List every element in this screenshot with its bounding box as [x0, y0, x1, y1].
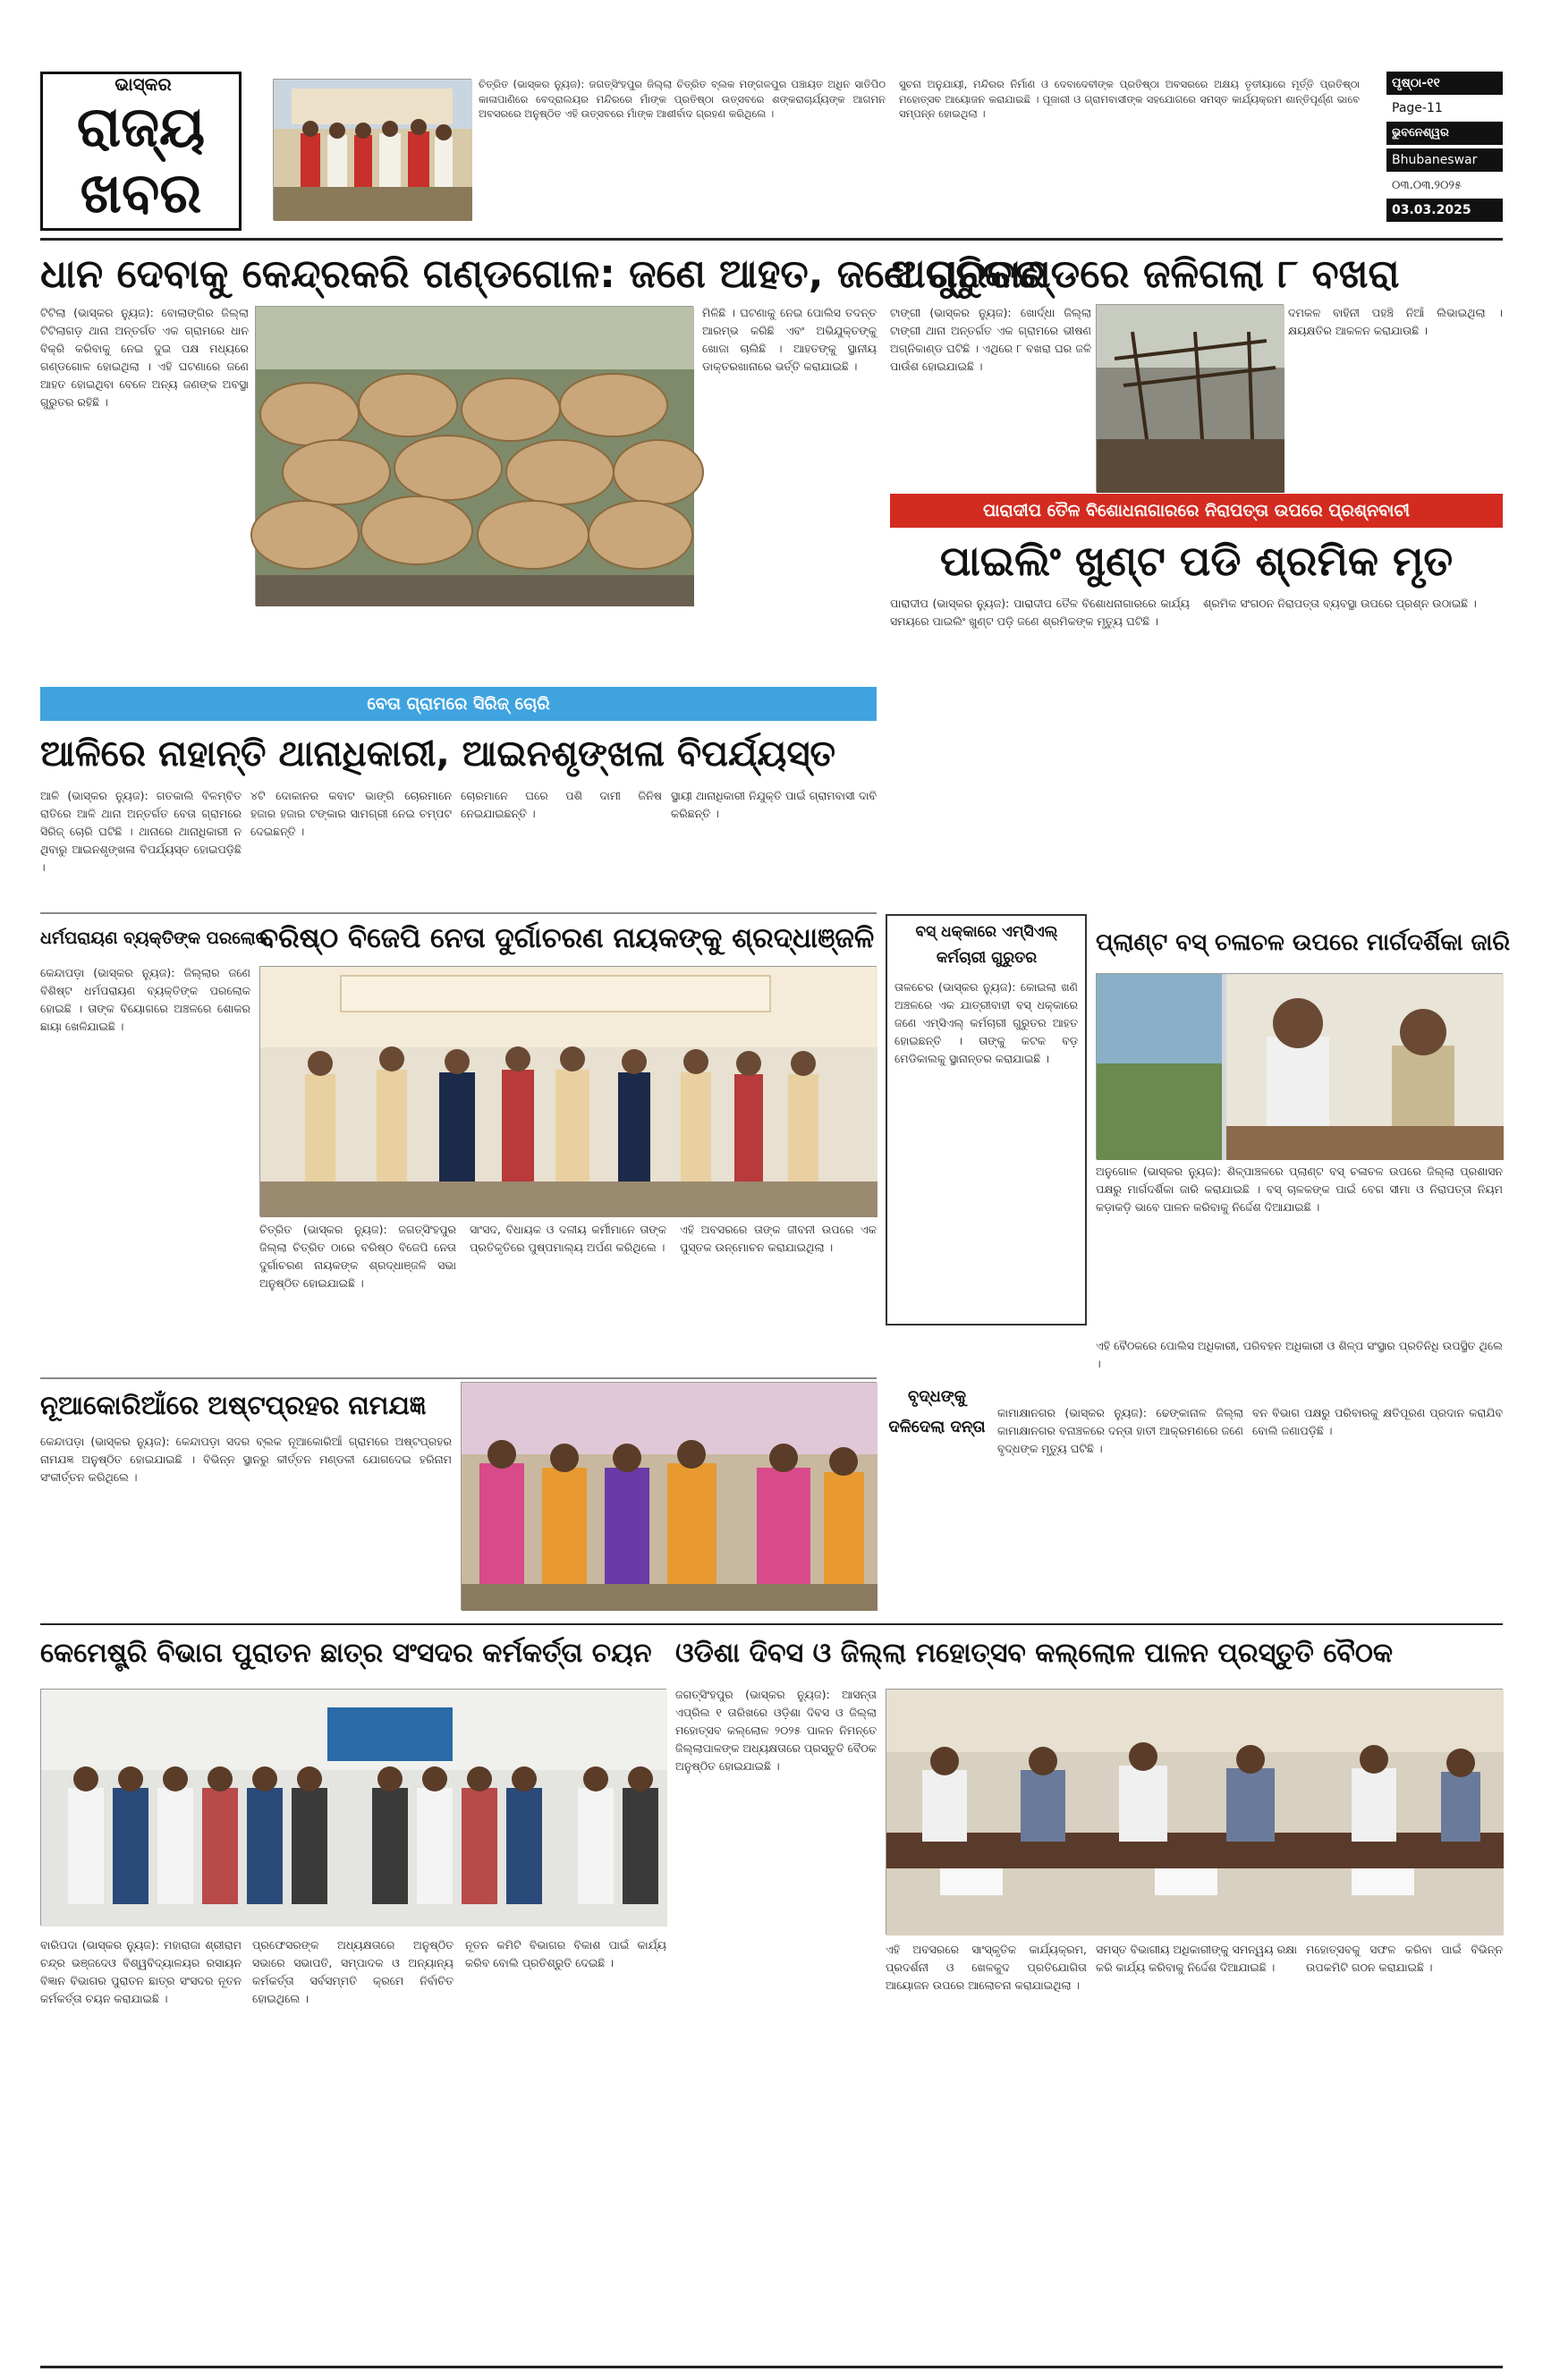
story4-col3: ଚୋରମାନେ ଘରେ ପଶି ଦାମୀ ଜିନିଷ ନେଇଯାଇଛନ୍ତି । — [461, 789, 662, 820]
story9-col1: କେନ୍ଦାପଡ଼ା (ଭାସ୍କର ନ୍ୟୁଜ): କେନ୍ଦାପଡ଼ା ସଦର ବ୍ଲକ ନୂଆକୋରିଆଁ ଗ୍ରାମରେ ଅଷ୍ଟପ୍ରହର ନାମଯଜ୍ଞ ଅନୁଷ୍ଠିତ ହୋଇଯାଇଛି । ବିଭିନ୍ନ ସ୍ଥାନରୁ କୀର୍ତ୍ତନ ମଣ୍ଡଳୀ ଯୋଗଦେଇ ହରିନାମ ସଂକୀର୍ତ୍ତନ କରିଥିଲେ । — [40, 1435, 452, 1484]
burnt-house-image — [1097, 305, 1284, 493]
story6-col2: ସାଂସଦ, ବିଧାୟକ ଓ ଦଳୀୟ କର୍ମୀମାନେ ତାଙ୍କ ପ୍ରତିକୃତିରେ ପୁଷ୍ପମାଲ୍ୟ ଅର୍ପଣ କରିଥିଲେ । — [470, 1223, 666, 1254]
story12-col4: ମହୋତ୍ସବକୁ ସଫଳ କରିବା ପାଇଁ ବିଭିନ୍ନ ଉପକମିଟି ଗଠନ କରାଯାଇଛି । — [1306, 1943, 1503, 1974]
district-meeting-image — [886, 1690, 1504, 1935]
story12-col3: ସମସ୍ତ ବିଭାଗୀୟ ଅଧିକାରୀଙ୍କୁ ସମନ୍ୱୟ ରକ୍ଷା କରି କାର୍ଯ୍ୟ କରିବାକୁ ନିର୍ଦ୍ଦେଶ ଦିଆଯାଇଛି । — [1096, 1943, 1297, 1974]
story12-photo — [886, 1689, 1503, 1935]
story7-box — [886, 914, 1087, 1326]
story1-col1: ଟିଟିଲା (ଭାସ୍କର ନ୍ୟୁଜ): ବୋଲାଙ୍ଗିର ଜିଲ୍ଲା ଟିଟିଲାଗଡ଼ ଥାନା ଅନ୍ତର୍ଗତ ଏକ ଗ୍ରାମରେ ଧାନ ବିକ୍ରି କରିବାକୁ ନେଇ ଦୁଇ ପକ୍ଷ ମଧ୍ୟରେ ଗଣ୍ଡଗୋଳ ହୋଇଥିଲା । ଏହି ଘଟଣାରେ ଜଣେ ଆହତ ହୋଇଥିବା ବେଳେ ଅନ୍ୟ ଜଣଙ୍କ ଅବସ୍ଥା ଗୁରୁତର ରହିଛି । — [40, 306, 249, 409]
story6-headline: ବରିଷ୍ଠ ବିଜେପି ନେତା ଦୁର୍ଗାଚରଣ ନାୟକଙ୍କୁ ଶ୍ରଦ୍ଧାଞ୍ଜଳି — [259, 922, 875, 954]
masthead-title-line2: ଖବର — [80, 160, 202, 225]
story4-banner: ବେତା ଗ୍ରାମରେ ସିରିଜ୍ ଚୋରି — [40, 687, 877, 721]
date-en: 03.03.2025 — [1386, 199, 1503, 222]
prayer-gathering-image — [462, 1383, 877, 1611]
tribute-meeting-image — [260, 967, 877, 1217]
story6-photo — [259, 966, 877, 1216]
story12-col2: ଏହି ଅବସରରେ ସାଂସ୍କୃତିକ କାର୍ଯ୍ୟକ୍ରମ, ପ୍ରଦର୍ଶନୀ ଓ ଖେଳକୁଦ ପ୍ରତିଯୋଗିତା ଆୟୋଜନ ଉପରେ ଆଲୋଚନା କରାଯାଇଥିଲା । — [886, 1943, 1087, 1992]
page-label: ପୃଷ୍ଠା-୧୧ — [1386, 72, 1503, 95]
story2-col2: ଦମକଳ ବାହିନୀ ପହଞ୍ଚି ନିଆଁ ଲିଭାଇଥିଲା । କ୍ଷୟକ୍ଷତିର ଆକଳନ କରାଯାଉଛି । — [1288, 306, 1503, 337]
page-bottom-rule — [40, 2366, 1503, 2368]
story11-col1: ବାରିପଦା (ଭାସ୍କର ନ୍ୟୁଜ): ମହାରାଜା ଶ୍ରୀରାମ ଚନ୍ଦ୍ର ଭଞ୍ଜଦେଓ ବିଶ୍ୱବିଦ୍ୟାଳୟର ରସାୟନ ବିଜ୍ଞାନ ବିଭାଗର ପୁରାତନ ଛାତ୍ର ସଂସଦର ନୂତନ କର୍ମକର୍ତ୍ତା ଚୟନ କରାଯାଇଛି । — [40, 1938, 242, 2005]
alumni-group-image — [41, 1690, 667, 1927]
story5-col1: କେନ୍ଦାପଡ଼ା (ଭାସ୍କର ନ୍ୟୁଜ): ଜିଲ୍ଲାର ଜଣେ ବିଶିଷ୍ଟ ଧର୍ମପରାୟଣ ବ୍ୟକ୍ତିଙ୍କ ପରଲୋକ ହୋଇଛି । ତାଙ୍କ ବିୟୋଗରେ ଅଞ୍ଚଳରେ ଶୋକର ଛାୟା ଖେଳିଯାଇଛି । — [40, 966, 250, 1033]
top-story-col2: ସୁଚନା ଅନୁଯାୟୀ, ମନ୍ଦିରର ନିର୍ମାଣ ଓ ଦେବାଦେବୀଙ୍କ ପ୍ରତିଷ୍ଠା ଅବସରରେ ଅକ୍ଷୟ ତୃତୀୟାରେ ମୂର୍ତ୍ତି ପ୍ରତିଷ୍ଠା ମହୋତ୍ସବ ଆୟୋଜନ କରାଯାଇଛି । ପୂଜାରୀ ଓ ଗ୍ରାମବାସୀଙ୍କ ସହଯୋଗରେ ସମସ୍ତ କାର୍ଯ୍ୟକ୍ରମ ଶାନ୍ତିପୂର୍ଣ୍ଣ ଭାବେ ସମ୍ପନ୍ନ ହୋଇଥିଲା । — [899, 78, 1360, 120]
story4-col1: ଆଳି (ଭାସ୍କର ନ୍ୟୁଜ): ଗତକାଲି ବିଳମ୍ବିତ ରାତିରେ ଆଳି ଥାନା ଅନ୍ତର୍ଗତ ବେତା ଗ୍ରାମରେ ସିରିଜ୍ ଚୋରି ଘଟିଛି । ଥାନାରେ ଥାନାଧିକାରୀ ନ ଥିବାରୁ ଆଇନଶୃଙ୍ଖଳା ବିପର୍ଯ୍ୟସ୍ତ ହୋଇପଡ଼ିଛି । — [40, 789, 242, 874]
story4-headline: ଆଳିରେ ନାହାନ୍ତି ଥାନାଧିକାରୀ, ଆଇନଶୃଙ୍ଖଳା ବିପର୍ଯ୍ୟସ୍ତ — [40, 733, 835, 775]
story1-headline: ଧାନ ଦେବାକୁ କେନ୍ଦ୍ରକରି ଗଣ୍ଡଗୋଳ: ଜଣେ ଆହତ, ଜଣେ ଗୁରୁତର — [40, 251, 1046, 297]
story6-col1: ଚିତ୍ରିତ (ଭାସ୍କର ନ୍ୟୁଜ): ଜଗତ୍ସିଂହପୁର ଜିଲ୍ଲା ଚିତ୍ରିତ ଠାରେ ବରିଷ୍ଠ ବିଜେପି ନେତା ଦୁର୍ଗାଚରଣ ନାୟକଙ୍କ ଶ୍ରଦ୍ଧାଞ୍ଜଳି ସଭା ଅନୁଷ୍ଠିତ ହୋଇଯାଇଛି । — [259, 1223, 456, 1290]
story2-col1: ଟାଙ୍ଗୀ (ଭାସ୍କର ନ୍ୟୁଜ): ଖୋର୍ଦ୍ଧା ଜିଲ୍ଲା ଟାଙ୍ଗୀ ଥାନା ଅନ୍ତର୍ଗତ ଏକ ଗ୍ରାମରେ ଭୀଷଣ ଅଗ୍ନିକାଣ୍ଡ ଘଟିଛି । ଏଥିରେ ୮ ବଖରା ଘର ଜଳି ପାଉଁଶ ହୋଇଯାଇଛି । — [890, 306, 1091, 373]
story9-photo — [461, 1382, 877, 1610]
story12-headline: ଓଡିଶା ଦିବସ ଓ ଜିଲ୍ଲା ମହୋତ୍ସବ କଲ୍ଲୋଳ ପାଳନ ପ୍ରସ୍ତୁତି ବୈଠକ — [675, 1638, 1394, 1669]
story8-col2: ଏହି ବୈଠକରେ ପୋଲିସ ଅଧିକାରୀ, ପରିବହନ ଅଧିକାରୀ ଓ ଶିଳ୍ପ ସଂସ୍ଥାର ପ୍ରତିନିଧି ଉପସ୍ଥିତ ଥିଲେ । — [1096, 1339, 1503, 1370]
masthead-title-line1: ରାଜ୍ୟ — [76, 94, 206, 159]
story3-col2: ଶ୍ରମିକ ସଂଗଠନ ନିରାପତ୍ତା ବ୍ୟବସ୍ଥା ଉପରେ ପ୍ରଶ୍ନ ଉଠାଇଛି । — [1203, 597, 1477, 610]
story11-col3: ନୂତନ କମିଟି ବିଭାଗର ବିକାଶ ପାଇଁ କାର୍ଯ୍ୟ କରିବ ବୋଲି ପ୍ରତିଶ୍ରୁତି ଦେଇଛି । — [465, 1938, 666, 1969]
story11-photo — [40, 1689, 666, 1926]
masthead-divider — [40, 238, 1503, 241]
top-story-photo — [273, 79, 471, 220]
page-label-en: Page-11 — [1392, 101, 1443, 115]
story4-col2: ୪ଟି ଦୋକାନର କବାଟ ଭାଙ୍ଗି ଚୋରମାନେ ହଜାର ହଜାର ଟଙ୍କାର ସାମଗ୍ରୀ ନେଇ ଚମ୍ପଟ ଦେଇଛନ୍ତି । — [250, 789, 452, 838]
story8-col1: ଅନୁଗୋଳ (ଭାସ୍କର ନ୍ୟୁଜ): ଶିଳ୍ପାଞ୍ଚଳରେ ପ୍ଲାଣ୍ଟ ବସ୍ ଚଳାଚଳ ଉପରେ ଜିଲ୍ଲା ପ୍ରଶାସନ ପକ୍ଷରୁ ମାର୍ଗଦର୍ଶିକା ଜାରି କରାଯାଇଛି । ବସ୍ ଚାଳକଙ୍କ ପାଇଁ ବେଗ ସୀମା ଓ ନିରାପତ୍ତା ନିୟମ କଡ଼ାକଡ଼ି ଭାବେ ପାଳନ କରିବାକୁ ନିର୍ଦ୍ଦେଶ ଦିଆଯାଇଛି । — [1096, 1165, 1503, 1214]
top-story-col1: ଚିତ୍ରିତ (ଭାସ୍କର ନ୍ୟୁଜ): ଜଗତ୍ସିଂହପୁର ଜିଲ୍ଲା ଚିତ୍ରିତ ବ୍ଲକ ମଙ୍ଗଳପୁର ପଞ୍ଚାୟତ ଅଧିନ ସାତିପିଠ କାଳାପାଣିରେ ବେଦ୍ରାଲୟର ମନ୍ଦିରରେ ମାଁଙ୍କ ପ୍ରତିଷ୍ଠା ଉତ୍ସବରେ ଶଙ୍କରାଚାର୍ଯ୍ୟଙ୍କ ଆଗମନ ଅବସରରେ ଅନୁଷ୍ଠିତ ଏହି ଉତ୍ସବରେ ମାଁଙ୍କ ଆଶୀର୍ବାଦ ଗ୍ରହଣ କରିଥିଲେ । — [479, 78, 886, 120]
divider-row4 — [40, 1623, 1503, 1625]
paddy-sacks-image — [256, 307, 694, 606]
story9-headline: ନୂଆକୋରିଆଁରେ ଅଷ୍ଟପ୍ରହର ନାମଯଜ୍ଞ — [40, 1390, 427, 1420]
story1-col2: ମିଳିଛି । ଘଟଣାକୁ ନେଇ ପୋଲିସ ତଦନ୍ତ ଆରମ୍ଭ କରିଛି ଏବଂ ଅଭିଯୁକ୍ତଙ୍କୁ ଖୋଜା ଚାଲିଛି । ଆହତଙ୍କୁ ସ୍ଥାନୀୟ ଡାକ୍ତରଖାନାରେ ଭର୍ତ୍ତି କରାଯାଇଛି । — [702, 306, 877, 373]
story3-col1: ପାରାଦୀପ (ଭାସ୍କର ନ୍ୟୁଜ): ପାରାଦୀପ ତୈଳ ବିଶୋଧନାଗାରରେ କାର୍ଯ୍ୟ ସମୟରେ ପାଇଲିଂ ଖୁଣ୍ଟ ପଡ଼ି ଜଣେ ଶ୍ରମିକଙ୍କ ମୃତ୍ୟୁ ଘଟିଛି । — [890, 597, 1190, 628]
story6-col3: ଏହି ଅବସରରେ ତାଙ୍କ ଜୀବନୀ ଉପରେ ଏକ ପୁସ୍ତକ ଉନ୍ମୋଚନ କରାଯାଇଥିଲା । — [680, 1223, 877, 1254]
city-en: Bhubaneswar — [1386, 148, 1503, 172]
story5-headline: ଧର୍ମପରାୟଣ ବ୍ୟକ୍ତିଙ୍କ ପରଲୋକ — [40, 928, 268, 948]
story3-headline: ପାଇଲିଂ ଖୁଣ୍ଟ ପଡି ଶ୍ରମିକ ମୃତ — [939, 537, 1454, 585]
story10-col1: କାମାକ୍ଷାନଗର (ଭାସ୍କର ନ୍ୟୁଜ): ଢେଙ୍କାନାଳ ଜିଲ୍ଲା କାମାକ୍ଷାନଗର ବନାଞ୍ଚଳରେ ଦନ୍ତା ହାତୀ ଆକ୍ରମଣରେ ଜଣେ ବୃଦ୍ଧଙ୍କ ମୃତ୍ୟୁ ଘଟିଛି । — [997, 1406, 1243, 1455]
story8-photo — [1096, 973, 1503, 1159]
story7-col1: ତାଳଚେର (ଭାସ୍କର ନ୍ୟୁଜ): କୋଇଲା ଖଣି ଅଞ୍ଚଳରେ ଏକ ଯାତ୍ରୀବାହୀ ବସ୍ ଧକ୍କାରେ ଜଣେ ଏମ୍ସିଏଲ୍ କର୍ମଚାରୀ ଗୁରୁତର ଆହତ ହୋଇଛନ୍ତି । ତାଙ୍କୁ କଟକ ବଡ଼ ମେଡିକାଲକୁ ସ୍ଥାନାନ୍ତର କରାଯାଇଛି । — [894, 980, 1078, 1065]
story4-col4: ସ୍ଥାୟୀ ଥାନାଧିକାରୀ ନିଯୁକ୍ତି ପାଇଁ ଗ୍ରାମବାସୀ ଦାବି କରିଛନ୍ତି । — [671, 789, 877, 820]
story2-headline: ଅଗ୍ନିକାଣ୍ଡରେ ଜଳିଗଲା ୮ ବଖରା — [894, 251, 1400, 297]
story8-headline: ପ୍ଲାଣ୍ଟ ବସ୍ ଚଳାଚଳ ଉପରେ ମାର୍ଗଦର୍ଶିକା ଜାରି — [1096, 929, 1511, 956]
story1-photo — [255, 306, 693, 606]
story2-photo — [1096, 304, 1284, 492]
story7-headline: ବସ୍ ଧକ୍କାରେ ଏମ୍ସିଏଲ୍ କର୍ମଚାରୀ ଗୁରୁତର — [915, 923, 1058, 967]
officials-meeting-image — [1097, 974, 1504, 1160]
date-odia: ୦୩.୦୩.୨୦୨୫ — [1392, 179, 1462, 192]
divider-row2 — [40, 912, 877, 914]
story11-headline: କେମେଷ୍ଟ୍ରି ବିଭାଗ ପୁରାତନ ଛାତ୍ର ସଂସଦର କର୍ମକର୍ତ୍ତା ଚୟନ — [40, 1638, 652, 1669]
page-info-box — [1386, 72, 1503, 231]
story3-banner: ପାରାଦୀପ ତୈଳ ବିଶୋଧନାଗାରରେ ନିରାପତ୍ତା ଉପରେ ପ୍ରଶ୍ନବାଚୀ — [890, 494, 1503, 528]
city-odia: ଭୁବନେଶ୍ୱର — [1386, 122, 1503, 145]
story11-col2: ପ୍ରଫେସରଙ୍କ ଅଧ୍ୟକ୍ଷତାରେ ଅନୁଷ୍ଠିତ ସଭାରେ ସଭାପତି, ସମ୍ପାଦକ ଓ ଅନ୍ୟାନ୍ୟ କର୍ମକର୍ତ୍ତା ସର୍ବସମ୍ମତି କ୍ରମେ ନିର୍ବାଚିତ ହୋଇଥିଲେ । — [252, 1938, 454, 2005]
story10-headline: ବୃଦ୍ଧଙ୍କୁ ଦଳିଦେଲା ଦନ୍ତା — [888, 1387, 986, 1436]
story12-col1: ଜଗତ୍ସିଂହପୁର (ଭାସ୍କର ନ୍ୟୁଜ): ଆସନ୍ତା ଏପ୍ରିଲ ୧ ତାରିଖରେ ଓଡ଼ିଶା ଦିବସ ଓ ଜିଲ୍ଲା ମହୋତ୍ସବ କଲ୍ଲୋଳ ୨୦୨୫ ପାଳନ ନିମନ୍ତେ ଜିଲ୍ଲାପାଳଙ୍କ ଅଧ୍ୟକ୍ଷତାରେ ପ୍ରସ୍ତୁତି ବୈଠକ ଅନୁଷ୍ଠିତ ହୋଇଯାଇଛି । — [675, 1688, 877, 1773]
crowd-photo-image — [274, 80, 472, 221]
masthead-brand: ଭାସ୍କର — [114, 73, 172, 95]
story10-col2: ବନ ବିଭାଗ ପକ୍ଷରୁ ପରିବାରକୁ କ୍ଷତିପୂରଣ ପ୍ରଦାନ କରାଯିବ ବୋଲି ଜଣାପଡ଼ିଛି । — [1252, 1406, 1503, 1437]
